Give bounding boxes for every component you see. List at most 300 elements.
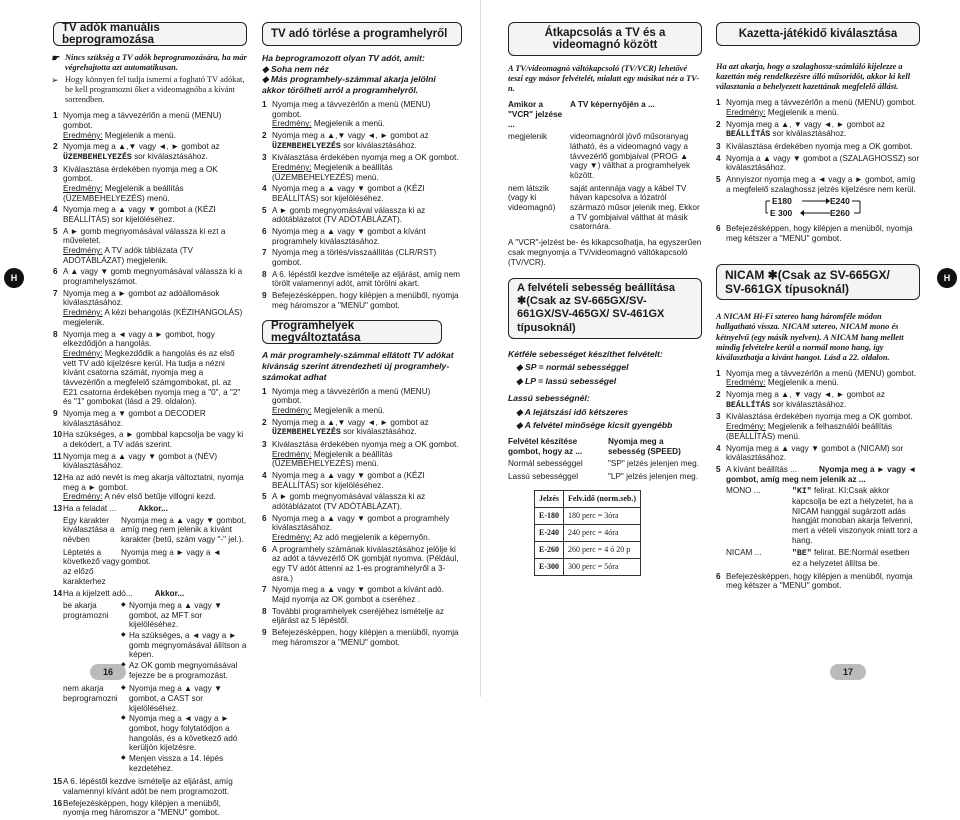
step-text: Befejezésképpen, hogy kilépjen a menüből, nyomja meg háromszor a "MENU" gombot. (272, 291, 459, 310)
step-number: 2 (262, 417, 267, 427)
note: ➢ Hogy könnyen fel tudja ismerni a fogható TV adókat, be kell programozni őket a videomagnóba a kívánt sorrendben. (51, 75, 245, 105)
step-text: Nyomja meg a ▲, ▼ vagy ◄, ► gombot az (726, 390, 885, 400)
page-number: 16 (90, 664, 126, 680)
intro-2: A NICAM Hi-Fi sztereo hang háromféle módon hallgatható vissza. NICAM sztereo, NICAM mono és kétnyelvű (egy másik nyelven). A NICAM hang mellett mindig felvételre kerül a normál mono hang, így kiválaszthatja a kívánt hangot. Lásd a 22. oldalon. (716, 312, 904, 362)
menu-item-name: BEÁLLÍTÁS (726, 130, 771, 140)
speed-row (508, 459, 702, 469)
step-text: Nyomja a ▲ vagy ▼ gombot a (SZALAGHOSSZ) sor kiválasztásához. (726, 153, 920, 173)
step-body (63, 777, 247, 796)
step-number: 1 (716, 98, 721, 108)
tape-cell: E-300 (535, 558, 564, 575)
step-body (63, 452, 247, 471)
section-title-2: NICAM ✱(Csak az SV-665GX/ SV-661GX típusoknál) (716, 264, 920, 301)
step-number: 7 (262, 248, 267, 258)
tape-table-header (535, 490, 641, 507)
language-tab: H (4, 268, 24, 288)
step-text: Nyomja meg a ▲ vagy ▼ gombot a kívánt programhely kiválasztásához. (272, 227, 426, 246)
step-item (53, 111, 247, 140)
result-text: Az adó megjelenik a képernyőn. (313, 532, 430, 542)
page-number: 17 (830, 664, 866, 680)
step-item (53, 227, 247, 266)
tape-cell: 260 perc = 4 ó 20 p (564, 541, 641, 558)
nicam-row (726, 486, 920, 545)
tape-length-column (716, 22, 920, 593)
speed-label: Lassú sebességgel (508, 472, 579, 482)
step-text: Kiválasztása érdekében nyomja meg a OK gombot. (726, 412, 913, 422)
step-text: Annyiszor nyomja meg a ◄ vagy a ► gombot, amíg a megfelelő szalaghossz jelzés kijelzésre nem kerül. (726, 174, 916, 194)
step-body (272, 100, 462, 129)
option-label: nem akarja beprogramozni (63, 684, 118, 704)
step-body (272, 514, 462, 543)
step-text: A programhely számának kiválasztásához jelölje ki az adót a távvezérlő OK gombját nyomva. (Például, egy TV adót áttenni az 1-es programhelyről a 3-asra.) (272, 544, 459, 583)
step-body (63, 227, 247, 266)
tape-cell: 180 perc = 3óra (564, 507, 641, 524)
step-body (272, 248, 462, 267)
option-bullet: ◆ Nyomja meg a ◄ vagy a ► gombot, hogy folytatódjon a hangolás, és a következő adó kerüljön kijelzésre. (121, 714, 247, 753)
speeds-intro: Kétféle sebességet készíthet felvételt: (508, 348, 663, 359)
delete-station-column (262, 22, 462, 649)
result-label: Eredmény: (63, 246, 103, 256)
tape-table-row (535, 541, 641, 558)
step-body (63, 267, 247, 286)
result-label: Eredmény: (272, 532, 312, 542)
step-number: 1 (716, 368, 721, 378)
step-text: A ▲ vagy ▼ gomb megnyomásával válassza ki a programhelyszámot. (63, 267, 243, 287)
result-text: Megjelenik a beállítás (ÜZEMBEHELYEZÉS) menü. (272, 162, 393, 182)
step-text: Ha az adó nevét is meg akarja változtatni, nyomja meg a ► gombot. (63, 472, 244, 492)
tape-header-cell: Felv.idő (norm.seb.) (564, 490, 641, 507)
flow-e180: E180 (772, 196, 792, 207)
step-item (262, 270, 462, 289)
menu-item-name: BEÁLLÍTÁS (726, 400, 771, 410)
option-bullet: ◆ Az OK gomb megnyomásával fejezze be a programozást. (121, 661, 247, 680)
step-text: Nyomja meg a ► gombot az adóállomások kiválasztásához. (63, 288, 220, 308)
footer-text: A "VCR"-jelzést be- és kikapcsolhatja, ha egyszerűen csak megnyomja a TV/videomagnó váltókapcsoló (TV/VCR). (508, 237, 702, 267)
result-text: Megjelenik a menü. (313, 405, 385, 415)
step-number: 3 (53, 164, 58, 174)
step-tail: sor kiválasztásához. (134, 152, 208, 162)
result-text: A név első betűje villogni kezd. (104, 492, 216, 502)
section-title: TV adók manuális beprogramozása (53, 22, 247, 46)
step-item (262, 131, 462, 151)
step-body (63, 473, 247, 502)
nicam-value: "BE" (792, 549, 812, 559)
tv-vcr-column (508, 22, 702, 576)
menu-item-name: ÜZEMBEHELYEZÉS (272, 141, 341, 151)
option-bullet: ◆ Nyomja meg a ▲ vagy ▼ gombot, az MFT sor kijelöléséhez. (121, 601, 247, 630)
step-number: 8 (53, 329, 58, 339)
flow-arrows-icon (764, 196, 874, 220)
result-label: Eredmény: (726, 422, 766, 432)
result-label: Eredmény: (63, 130, 103, 140)
step-text: Nyomja meg a ▲ vagy ▼ gombot a programhely kiválasztásához. (272, 513, 450, 533)
option-label: Léptetés a következő vagy az előző karakterhez (63, 547, 120, 586)
step-body (63, 799, 247, 818)
tape-cell: E-180 (535, 507, 564, 524)
step-number: 6 (262, 227, 267, 236)
step-item (716, 224, 920, 243)
speed-text: "SP" jelzés jelenjen meg. (608, 459, 699, 469)
step-number: 2 (53, 142, 58, 152)
step-text: Nyomja meg a távvezérlőn a menü (MENU) gombot. (272, 386, 431, 406)
step-text: Nyomja meg a távvezérlőn a menü (MENU) gombot. (726, 98, 917, 108)
result-text: Megjelenik a menü. (767, 107, 839, 117)
result-text: Megjelenik a menü. (313, 119, 385, 129)
tape-cell: 240 perc = 4óra (564, 524, 641, 541)
step-text: Befejezésképpen, hogy kilépjen a menüből, nyomja meg háromszor a "MENU" gombot. (272, 628, 459, 647)
speed-bullet: ◆ SP = normál sebességgel (516, 362, 629, 373)
step-result (63, 131, 247, 141)
step-body (726, 175, 920, 194)
step-body (272, 131, 462, 151)
step-body (726, 390, 920, 410)
step-text-2: Akkor... (138, 503, 168, 513)
step-number: 11 (53, 451, 62, 461)
step-text: Nyomja meg a távvezérlőn a menü (MENU) gombot. (272, 99, 431, 119)
step-body (63, 430, 247, 449)
step-body (63, 289, 247, 328)
step-body (63, 165, 247, 204)
speed-bullet: ◆ LP = lassú sebességel (516, 376, 617, 387)
step-text: A ► gomb megnyomásával válassza ki ezt a műveletet. (63, 226, 226, 246)
step-text: Nyomja meg a ▲ vagy ▼ gombot a kívánt adó. Majd nyomja az OK gombot a cseréhez . (272, 585, 444, 605)
step-body (63, 205, 247, 224)
step-item (716, 412, 920, 441)
step-text: Nyomja meg a törlés/visszaállítás (CLR/RST) gombot. (272, 248, 437, 268)
step-number: 3 (262, 153, 267, 163)
step-text: Nyomja meg a ▲, ▼ vagy ◄, ► gombot az (726, 119, 885, 129)
step-body (726, 224, 920, 243)
option-bullets (121, 684, 247, 774)
step-number: 8 (262, 269, 267, 279)
step-text: Kiválasztása érdekében nyomja meg a OK gombot. (272, 153, 459, 163)
step-number: 9 (262, 628, 267, 638)
step-body (726, 444, 920, 463)
table-row (508, 184, 702, 232)
nicam-value: "KI" (792, 487, 812, 497)
step-text: Befejezésképpen, hogy kilépjen a menüből, nyomja meg kétszer a "MENU" gombot. (726, 571, 913, 591)
intro-2: A már programhely-számmal ellátott TV adókat kívánság szerint átrendezheti új programhely-számokat adhat (262, 350, 454, 382)
step-item (716, 465, 920, 484)
step-item (53, 165, 247, 204)
step-body (726, 572, 920, 591)
table-row (508, 132, 702, 180)
step-text-2: Akkor... (154, 589, 185, 599)
step-text: Kiválasztása érdekében nyomja meg a OK gombot. (272, 439, 459, 449)
step-body (726, 154, 920, 173)
tape-table-row (535, 524, 641, 541)
diamond-icon: ◆ (516, 376, 525, 387)
step-number: 1 (262, 99, 267, 109)
result-label: Eredmény: (726, 378, 766, 388)
result-label: Eredmény: (272, 449, 312, 459)
language-tab: H (937, 268, 957, 288)
step-number: 2 (716, 119, 721, 129)
hand-icon: ☛ (51, 53, 60, 63)
nicam-text (792, 486, 920, 545)
note: ☛ Nincs szükség a TV adók beprogramozására, ha már végrehajtotta azt automatikusan. (51, 53, 247, 73)
right-page (480, 0, 960, 697)
option-bullet: ◆ Nyomja meg a ▲ vagy ▼ gombot, a CAST sor kijelöléséhez. (121, 684, 247, 713)
step-number: 6 (262, 544, 267, 554)
step-item (53, 777, 247, 796)
result-text: A kézi behangolás (KÉZIHANGOLÁS) megjelenik. (63, 308, 243, 327)
table-cell-label: megjelenik (508, 132, 548, 142)
option-bullet: ◆ Ha szükséges, a ◄ vagy a ► gomb megnyomásával állítson a képen. (121, 631, 247, 660)
step-number: 4 (262, 470, 267, 480)
step-result (63, 246, 247, 265)
step-item (262, 387, 462, 416)
step-result (272, 406, 462, 416)
option-bullets (121, 601, 247, 681)
step-number: 3 (716, 141, 721, 151)
diamond-icon: ◆ (516, 406, 525, 417)
step-number: 5 (716, 174, 721, 184)
step-number: 1 (53, 111, 58, 121)
step-item (262, 418, 462, 438)
step-text: Nyomja meg a ▲ vagy ▼ gombot a (NÉV) kiválasztásához. (63, 451, 218, 471)
manual-tuning-column (53, 22, 247, 820)
step-item (716, 369, 920, 388)
speed-table-header: Felvétel készítése gombot, hogy az ... Nyomja meg a sebesség (SPEED) (508, 437, 681, 456)
step-body (272, 545, 462, 584)
step-result (726, 422, 920, 441)
step-item (262, 471, 462, 490)
tape-cell: E-260 (535, 541, 564, 558)
result-label: Eredmény: (63, 492, 103, 502)
step-item (716, 98, 920, 117)
flow-e300: E 300 (770, 208, 793, 219)
step-text: Nyomja meg a távvezérlőn a menü (MENU) gombot. (726, 368, 917, 378)
step-body (272, 387, 462, 416)
step-body (726, 412, 920, 441)
step-body (272, 607, 462, 626)
intro-bullet: ◆ Soha nem néz (262, 63, 329, 74)
step-text: Kiválasztása érdekében nyomja meg a OK gombot. (63, 164, 218, 184)
menu-item-name: ÜZEMBEHELYEZÉS (272, 428, 341, 438)
step-item (262, 100, 462, 129)
step-number: 4 (262, 184, 267, 194)
section-title: Átkapcsolás a TV és a videomagnó között (508, 22, 702, 56)
step-result (63, 349, 247, 407)
step-item (716, 572, 920, 591)
step-tail: sor kiválasztásához. (343, 427, 417, 437)
step-number: 8 (262, 606, 267, 616)
left-page (0, 0, 480, 818)
section-title: TV adó törlése a programhelyről (262, 22, 462, 46)
step-result (272, 163, 462, 182)
step-text: Nyomja meg a ▲ vagy ▼ gombot a (KÉZI BEÁLLÍTÁS) sor kijelöléséhez. (272, 184, 425, 203)
flow-e260: E260 (830, 208, 850, 219)
step-number: 4 (716, 153, 721, 163)
diamond-icon: ◆ (262, 63, 271, 74)
step-result (272, 533, 462, 543)
step-text: Nyomja meg a ▲,▼ vagy ◄, ► gombot az (272, 417, 429, 427)
step-body (272, 291, 462, 310)
result-label: Eredmény: (272, 119, 312, 129)
step-item (53, 205, 247, 224)
result-text: Megjelenik a beállítás (ÜZEMBEHELYEZÉS) menü. (272, 449, 393, 469)
speed-row (508, 472, 702, 482)
step-number: 15 (53, 777, 63, 787)
step-body (726, 369, 916, 388)
step-item (53, 452, 247, 471)
table-cell-text: videomagnóról jövő műsoranyag látható, és a videomagnó vagy a távvezérlő gombjaival (PROG ▲ vagy ▼) válthat a programhelyek között. (570, 132, 691, 180)
step-body (726, 142, 913, 152)
step-body (63, 504, 168, 514)
step-item (716, 120, 920, 140)
table-cell-text: saját antennája vagy a kábel TV hávan kapcsolva a lózatról származó műsor jelenik meg. Ekkor a TV gombjaival válthat át másik csatornára. (570, 183, 700, 232)
step-text: Ha a feladat ... (63, 503, 117, 513)
step-text: A kívánt beállítás ... (726, 464, 797, 474)
step-number: 1 (262, 386, 267, 396)
result-text: Megjelenik a beállítás (ÜZEMBEHELYEZÉS) menü. (63, 184, 184, 203)
option-text: Nyomja meg a ► vagy a ◄ gombot. (121, 547, 221, 567)
step-text: Nyomja meg a ▲ vagy ▼ gombot a (NICAM) sor kiválasztásához. (726, 443, 904, 463)
step-text: Nyomja meg a ◄ vagy a ► gombot, hogy elkezdődjön a hangolás. (63, 329, 215, 349)
arrow-icon: ➢ (51, 75, 59, 86)
option-row (63, 684, 247, 774)
step-text: Ha szükséges, a ► gombbal kapcsolja be vagy ki a dekódert, a TV adás szerint. (63, 430, 244, 449)
step-item (262, 248, 462, 267)
step-item (53, 142, 247, 162)
result-label: Eredmény: (272, 405, 312, 415)
step-result (63, 184, 247, 203)
step-number: 5 (53, 226, 58, 236)
step-body (272, 585, 462, 604)
result-label: Eredmény: (726, 107, 766, 117)
option-row (63, 516, 247, 545)
diamond-icon: ◆ (262, 74, 271, 85)
section-title-2: A felvételi sebesség beállítása ✱(Csak az SV-665GX/SV-661GX/SV-465GX/ SV-461GX típusoknál) (508, 278, 702, 339)
step-text: A 6. lépéstől kezdve ismételje az eljárást, amíg valamennyi kívánt adót be nem programozott. (63, 777, 233, 797)
nicam-label: NICAM ... (726, 548, 762, 558)
option-label: be akarja programozni (63, 600, 109, 620)
step-text: A 6. lépéstől kezdve ismételje az eljárást, amíg nem törölt valamennyi adót, amit törölni akart. (272, 269, 460, 289)
step-item (262, 585, 462, 604)
step-number: 7 (53, 288, 58, 298)
table-header: Amikor a "VCR" jelzése ... A TV képernyőjén a ... (508, 100, 655, 129)
nicam-row (726, 548, 920, 568)
step-body (63, 111, 247, 140)
option-text: Nyomja meg a ▲ vagy ▼ gombot, amíg meg nem jelenik a kívánt karakter (betű, szám vagy "-" jel.). (121, 515, 246, 544)
result-label: Eredmény: (63, 184, 103, 194)
result-label: Eredmény: (63, 348, 103, 358)
step-text: Befejezésképpen, hogy kilépjen a menüből, nyomja meg háromszor a "MENU" gombot. (63, 798, 221, 818)
step-item (716, 444, 920, 463)
step-number: 6 (716, 571, 721, 581)
step-item (716, 175, 920, 194)
step-body (63, 409, 247, 428)
menu-item-name: ÜZEMBEHELYEZÉS (63, 153, 132, 163)
nicam-desc: felirat. BE:Normál esetben ez a helyzetet állítsa be. (792, 548, 910, 568)
step-text: Ha a kijelzett adó... (63, 589, 133, 599)
step-body (272, 227, 462, 246)
step-number: 10 (53, 430, 63, 440)
step-item (53, 409, 247, 428)
step-number: 4 (53, 205, 58, 215)
step-body (272, 471, 462, 490)
step-item (53, 473, 247, 502)
result-label: Eredmény: (63, 308, 103, 318)
step-text: A ► gomb megnyomásával válassza ki az adótáblázatot (TV ADÓTÁBLÁZAT). (272, 205, 426, 225)
diamond-icon: ◆ (516, 362, 525, 373)
step-number: 12 (53, 472, 63, 482)
step-body (272, 440, 462, 469)
step-item (53, 504, 247, 514)
step-number: 2 (716, 390, 721, 400)
tape-length-table (534, 490, 641, 576)
step-number: 5 (262, 205, 267, 215)
step-number: 5 (262, 492, 267, 502)
step-body (726, 98, 916, 117)
step-item (716, 154, 920, 173)
step-tail: sor kiválasztásához. (772, 399, 847, 409)
step-body (272, 270, 462, 289)
step-body (726, 465, 920, 484)
step-number: 6 (716, 224, 721, 234)
step-text: Nyomja meg a ▼ gombot a DECODER kiválasztásához. (63, 408, 206, 428)
option-row (63, 548, 247, 587)
step-number: 3 (262, 439, 267, 449)
speed-label: Normál sebességgel (508, 459, 583, 469)
table-cell-label: nem látszik (vagy ki videomagnó) (508, 183, 556, 212)
nicam-text (792, 548, 920, 568)
intro-tail: akkor törölheti arról a programhelyről. (262, 85, 419, 96)
result-text: Megkezdődik a hangolás és az első vett TV adó kijelzésre kerül. Ha tudja a nézni kívánt csatorna számát, nyomja meg a távvezérlőn a megfelelő számgombokat, pl. az E21 csatorna érdekében nyomja meg a "0", a "2" és "1" gombokat (lásd a 29. oldalon). (63, 348, 241, 407)
step-body (272, 184, 462, 203)
step-result (726, 108, 916, 118)
section-title: Kazetta-játékidő kiválasztása (716, 22, 920, 46)
step-result (63, 308, 247, 327)
tape-cell: E-240 (535, 524, 564, 541)
step-body (272, 492, 462, 511)
result-text: Megjelenik a felhasználói beállítás (BEÁLLÍTÁS) menü. (726, 422, 893, 441)
flow-e240: E240 (830, 196, 850, 207)
step-item (716, 390, 920, 410)
step-text: További programhelyek cseréjéhez ismételje az eljárást az 5 lépéstől. (272, 606, 445, 626)
step-item (262, 607, 462, 626)
step-item (262, 492, 462, 511)
step-number: 9 (53, 408, 58, 418)
result-label: Eredmény: (272, 162, 312, 172)
step-body (272, 628, 462, 647)
intro: Ha azt akarja, hogy a szalaghossz-számláló kijelezze a kazettán még rendelkezésre álló műsoridőt, akkor ki kell választania a behelyezett kazettának megfelelő állást. (716, 62, 911, 92)
step-text: Nyomja meg a ▲,▼ vagy ◄, ► gombot az (63, 142, 220, 152)
step-item (53, 289, 247, 328)
step-item (262, 440, 462, 469)
step-result (272, 119, 462, 129)
tape-cell: 300 perc = 5óra (564, 558, 641, 575)
nicam-label: MONO ... (726, 486, 761, 496)
step-number: 6 (262, 513, 267, 523)
intro: A TV/videomagnó váltókapcsoló (TV/VCR) lehetővé teszi egy másor felvételét, mialatt egy másikat néz a TV-n. (508, 64, 700, 94)
option-label: Egy karakter kiválasztása a névben (63, 515, 115, 544)
step-text: Nyomja meg a ▲ vagy ▼ gombot a (KÉZI BEÁLLÍTÁS) sor kijelöléséhez. (272, 470, 425, 490)
speed-text: "LP" jelzés jelenjen meg. (608, 472, 699, 482)
step-text: Nyomja meg a ▲ vagy ▼ gombot a (KÉZI BEÁLLÍTÁS) sor kijelöléséhez. (63, 205, 216, 225)
result-text: A TV adók táblázata (TV ADÓTÁBLÁZAT) megjelenik. (63, 246, 194, 265)
step-body (63, 330, 247, 407)
tape-header-cell: Jelzés (535, 490, 564, 507)
step-text: Befejezésképpen, hogy kilépjen a menüből, nyomja meg kétszer a "MENU" gombot. (726, 224, 913, 243)
step-text-2: Nyomja meg a ► vagy ◄ gombot, amíg meg nem jelenik az ... (726, 464, 917, 484)
step-result (272, 450, 462, 469)
nicam-desc: felirat. KI:Csak akkor kapcsolja be ezt a helyzetet, ha a NICAM hanggal sugárzott adás hangját monoban akarja felvenni, mert a vételi viszonyok miatt torz a hang. (792, 486, 918, 545)
step-item (716, 142, 920, 152)
intro: Ha beprogramozott olyan TV adót, amit: (262, 53, 425, 63)
step-number: 7 (262, 585, 267, 595)
